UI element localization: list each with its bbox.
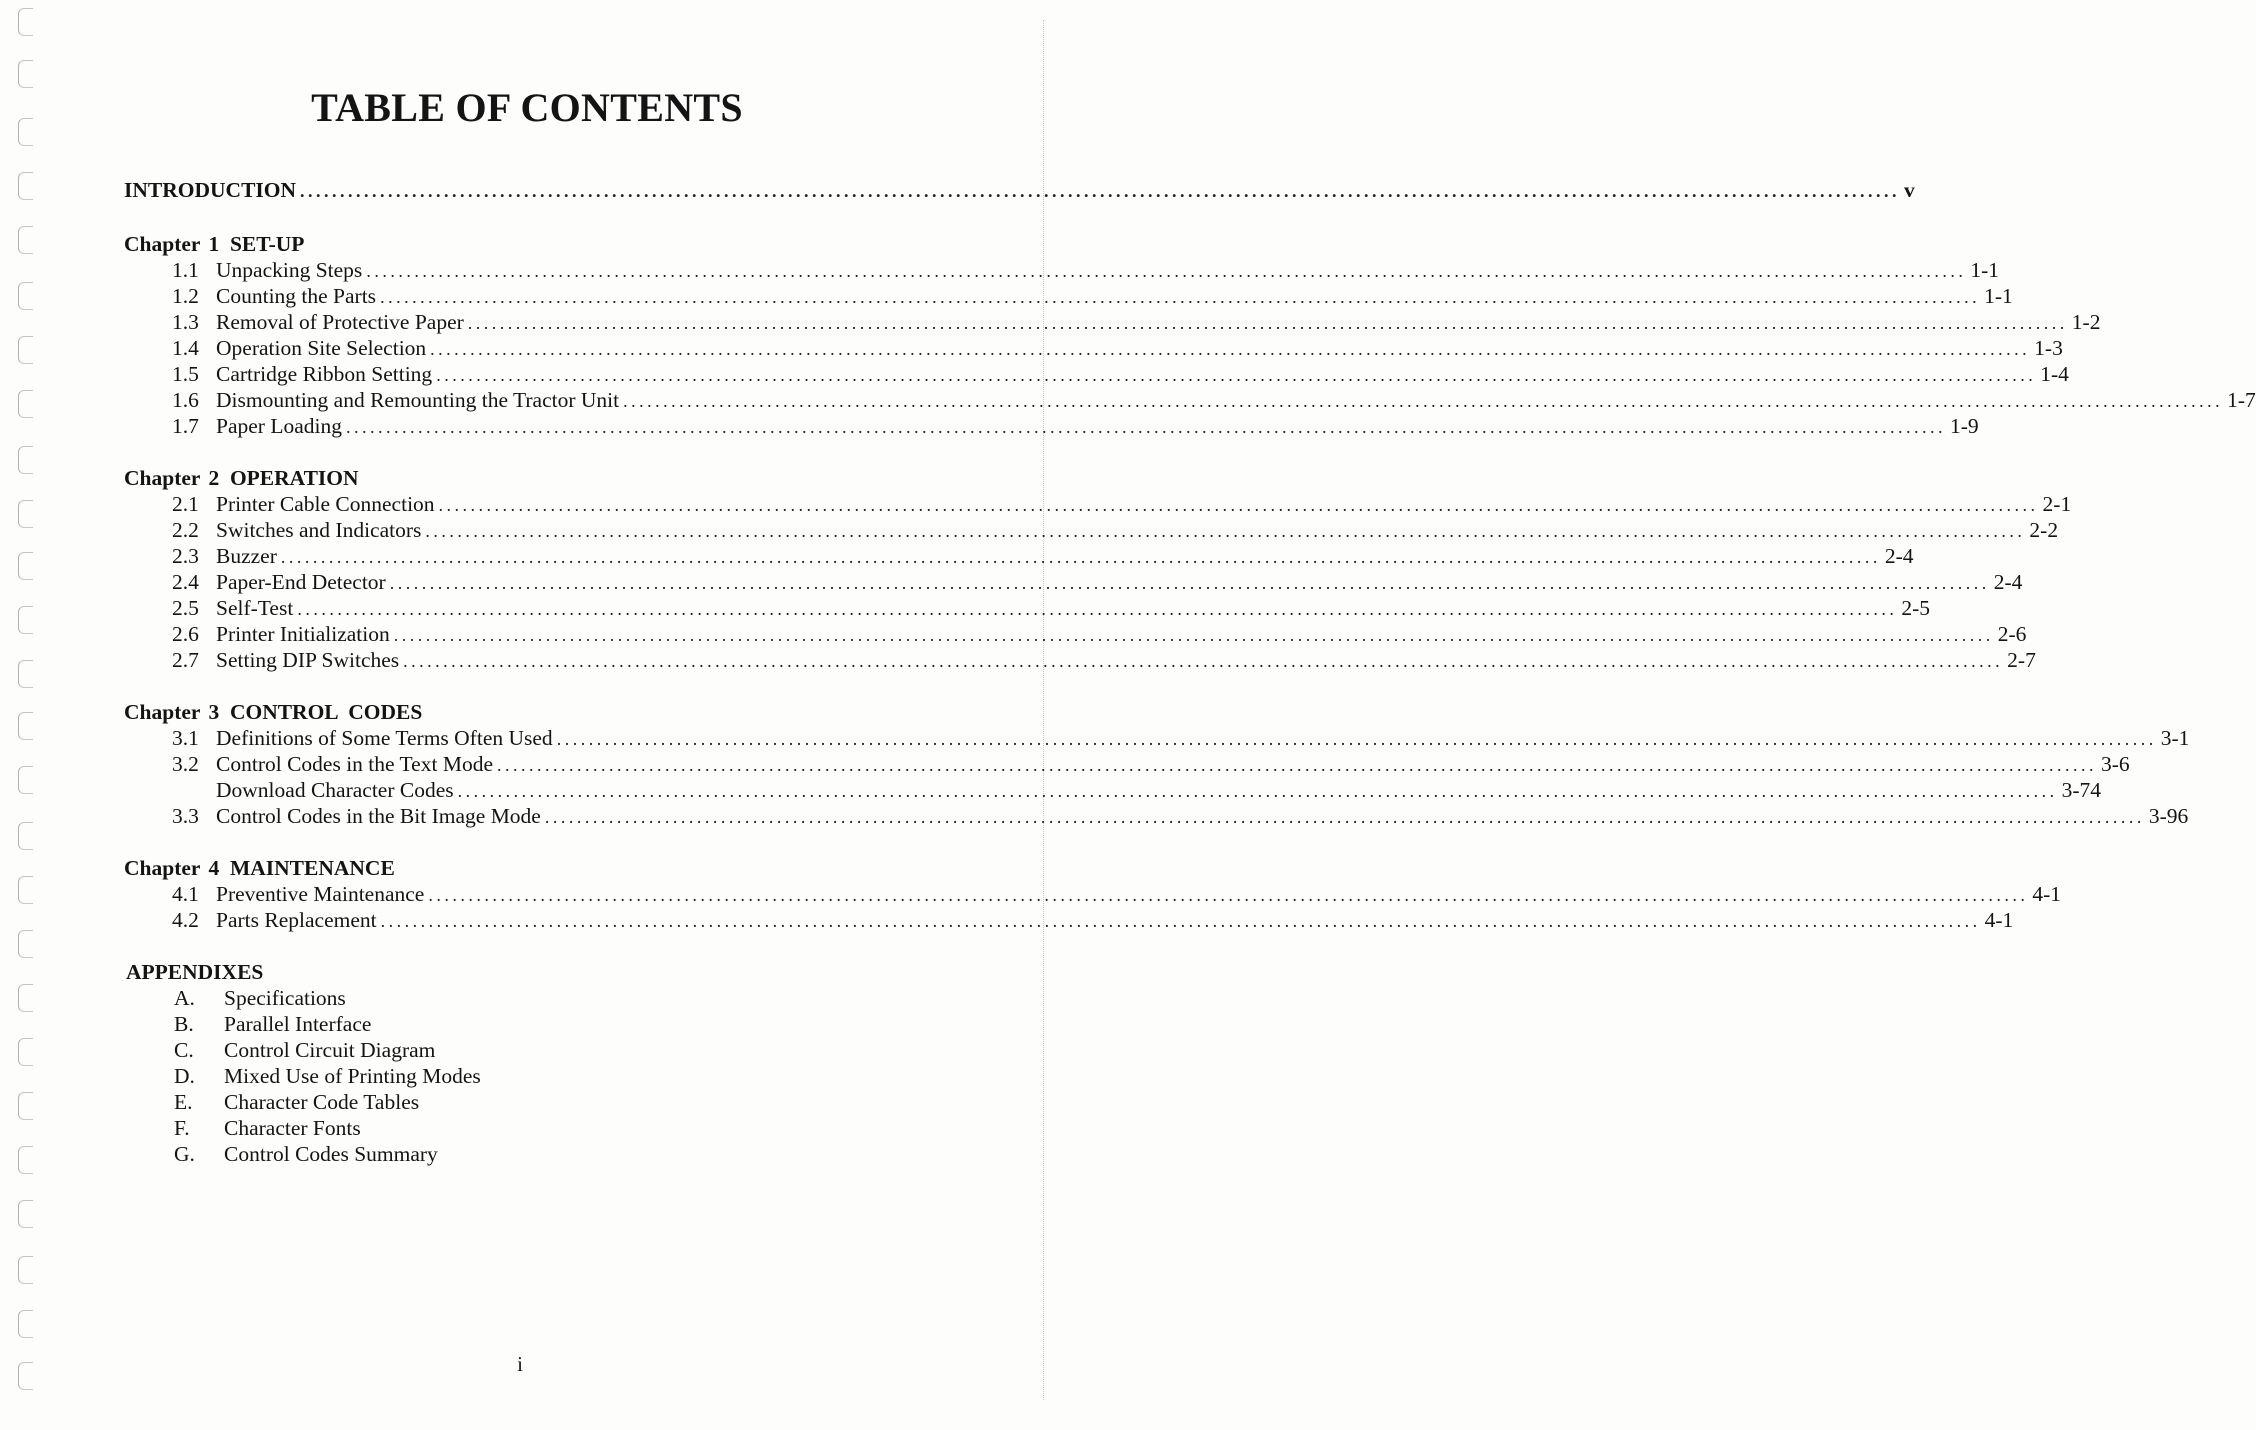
dot-leader: ........................................................................................................................................................................................................ — [436, 365, 2037, 385]
appendix-item[interactable]: B. Parallel Interface — [174, 1012, 372, 1036]
dot-leader: ........................................................................................................................................................................................................ — [403, 651, 2004, 671]
toc-entry[interactable]: 2.1 Printer Cable Connection ........................................................................................................................................................................................................ 2-1 — [172, 492, 2072, 516]
chapter-heading: Chapter 1 SET-UP — [124, 232, 305, 256]
toc-entry-page: v — [1904, 178, 1915, 202]
toc-entry[interactable]: 1.2 Counting the Parts ........................................................................................................................................................................................................ 1-1 — [172, 284, 2013, 308]
dot-leader: ........................................................................................................................................................................................................ — [345, 417, 1946, 437]
toc-entry[interactable]: 1.7 Paper Loading ........................................................................................................................................................................................................ 1-9 — [172, 414, 1979, 438]
toc-entry[interactable]: 1.1 Unpacking Steps ........................................................................................................................................................................................................ 1-1 — [172, 258, 1999, 282]
dot-leader: ........................................................................................................................................................................................................ — [623, 391, 2224, 411]
toc-entry-label: INTRODUCTION — [124, 178, 297, 202]
appendix-item[interactable]: D. Mixed Use of Printing Modes — [174, 1064, 481, 1088]
toc-entry[interactable]: 2.2 Switches and Indicators ........................................................................................................................................................................................................ 2-2 — [172, 518, 2059, 542]
toc-entry[interactable]: 3.3 Control Codes in the Bit Image Mode ........................................................................................................................................................................................................ 3-96 — [172, 804, 2189, 828]
appendix-item[interactable]: F. Character Fonts — [174, 1116, 361, 1140]
toc-entry[interactable]: 2.6 Printer Initialization ........................................................................................................................................................................................................ 2-6 — [172, 622, 2027, 646]
toc-entry[interactable]: 1.3 Removal of Protective Paper ........................................................................................................................................................................................................ 1-2 — [172, 310, 2101, 334]
appendix-item[interactable]: C. Control Circuit Diagram — [174, 1038, 436, 1062]
page-edge — [1043, 20, 1044, 1400]
toc-entry[interactable]: Download Character Codes ........................................................................................................................................................................................................ 3-74 — [216, 778, 2102, 802]
dot-leader: ........................................................................................................................................................................................................ — [280, 547, 1881, 567]
dot-leader: ........................................................................................................................................................................................................ — [544, 807, 2145, 827]
appendix-item[interactable]: E. Character Code Tables — [174, 1090, 420, 1114]
toc-entry[interactable]: 2.5 Self-Test ........................................................................................................................................................................................................ 2-5 — [172, 596, 1930, 620]
dot-leader: ........................................................................................................................................................................................................ — [428, 885, 2029, 905]
dot-leader: ........................................................................................................................................................................................................ — [457, 781, 2058, 801]
chapter-heading: Chapter 2 OPERATION — [124, 466, 359, 490]
toc-entry[interactable]: 4.1 Preventive Maintenance ........................................................................................................................................................................................................ 4-1 — [172, 882, 2062, 906]
toc-entry[interactable]: 1.6 Dismounting and Remounting the Tractor Unit ........................................................................................................................................................................................................ 1-7 — [172, 388, 2256, 412]
binding-holes — [18, 0, 58, 1430]
dot-leader: ........................................................................................................................................................................................................ — [380, 287, 1981, 307]
dot-leader: ........................................................................................................................................................................................................ — [556, 729, 2157, 749]
dot-leader: ........................................................................................................................................................................................................ — [438, 495, 2039, 515]
toc-entry[interactable]: 2.4 Paper-End Detector ........................................................................................................................................................................................................ 2-4 — [172, 570, 2023, 594]
dot-leader: ........................................................................................................................................................................................................ — [300, 181, 1901, 201]
toc-entry[interactable]: 2.7 Setting DIP Switches ........................................................................................................................................................................................................ 2-7 — [172, 648, 2036, 672]
toc-entry[interactable]: 3.2 Control Codes in the Text Mode ........................................................................................................................................................................................................ 3-6 — [172, 752, 2130, 776]
toc-entry[interactable]: 1.4 Operation Site Selection ........................................................................................................................................................................................................ 1-3 — [172, 336, 2063, 360]
dot-leader: ........................................................................................................................................................................................................ — [496, 755, 2097, 775]
toc-entry[interactable]: 3.1 Definitions of Some Terms Often Used ........................................................................................................................................................................................................ 3-1 — [172, 726, 2190, 750]
dot-leader: ........................................................................................................................................................................................................ — [389, 573, 1990, 593]
dot-leader: ........................................................................................................................................................................................................ — [430, 339, 2031, 359]
dot-leader: ........................................................................................................................................................................................................ — [366, 261, 1967, 281]
page-title: TABLE OF CONTENTS — [311, 85, 743, 130]
dot-leader: ........................................................................................................................................................................................................ — [393, 625, 1994, 645]
toc-entry-introduction[interactable] — [124, 178, 1915, 204]
dot-leader: ........................................................................................................................................................................................................ — [425, 521, 2026, 541]
chapter-heading: Chapter 4 MAINTENANCE — [124, 856, 395, 880]
page-number: i — [517, 1352, 523, 1376]
dot-leader: ........................................................................................................................................................................................................ — [467, 313, 2068, 333]
toc-entry[interactable]: 1.5 Cartridge Ribbon Setting ........................................................................................................................................................................................................ 1-4 — [172, 362, 2069, 386]
toc-entry[interactable]: 2.3 Buzzer ........................................................................................................................................................................................................ 2-4 — [172, 544, 1914, 568]
chapter-heading: Chapter 3 CONTROL CODES — [124, 700, 423, 724]
toc-entry[interactable]: 4.2 Parts Replacement ........................................................................................................................................................................................................ 4-1 — [172, 908, 2014, 932]
appendixes-heading: APPENDIXES — [126, 960, 264, 984]
dot-leader: ........................................................................................................................................................................................................ — [297, 599, 1898, 619]
appendix-item[interactable]: G. Control Codes Summary — [174, 1142, 438, 1166]
appendix-item[interactable]: A. Specifications — [174, 986, 346, 1010]
dot-leader: ........................................................................................................................................................................................................ — [380, 911, 1981, 931]
